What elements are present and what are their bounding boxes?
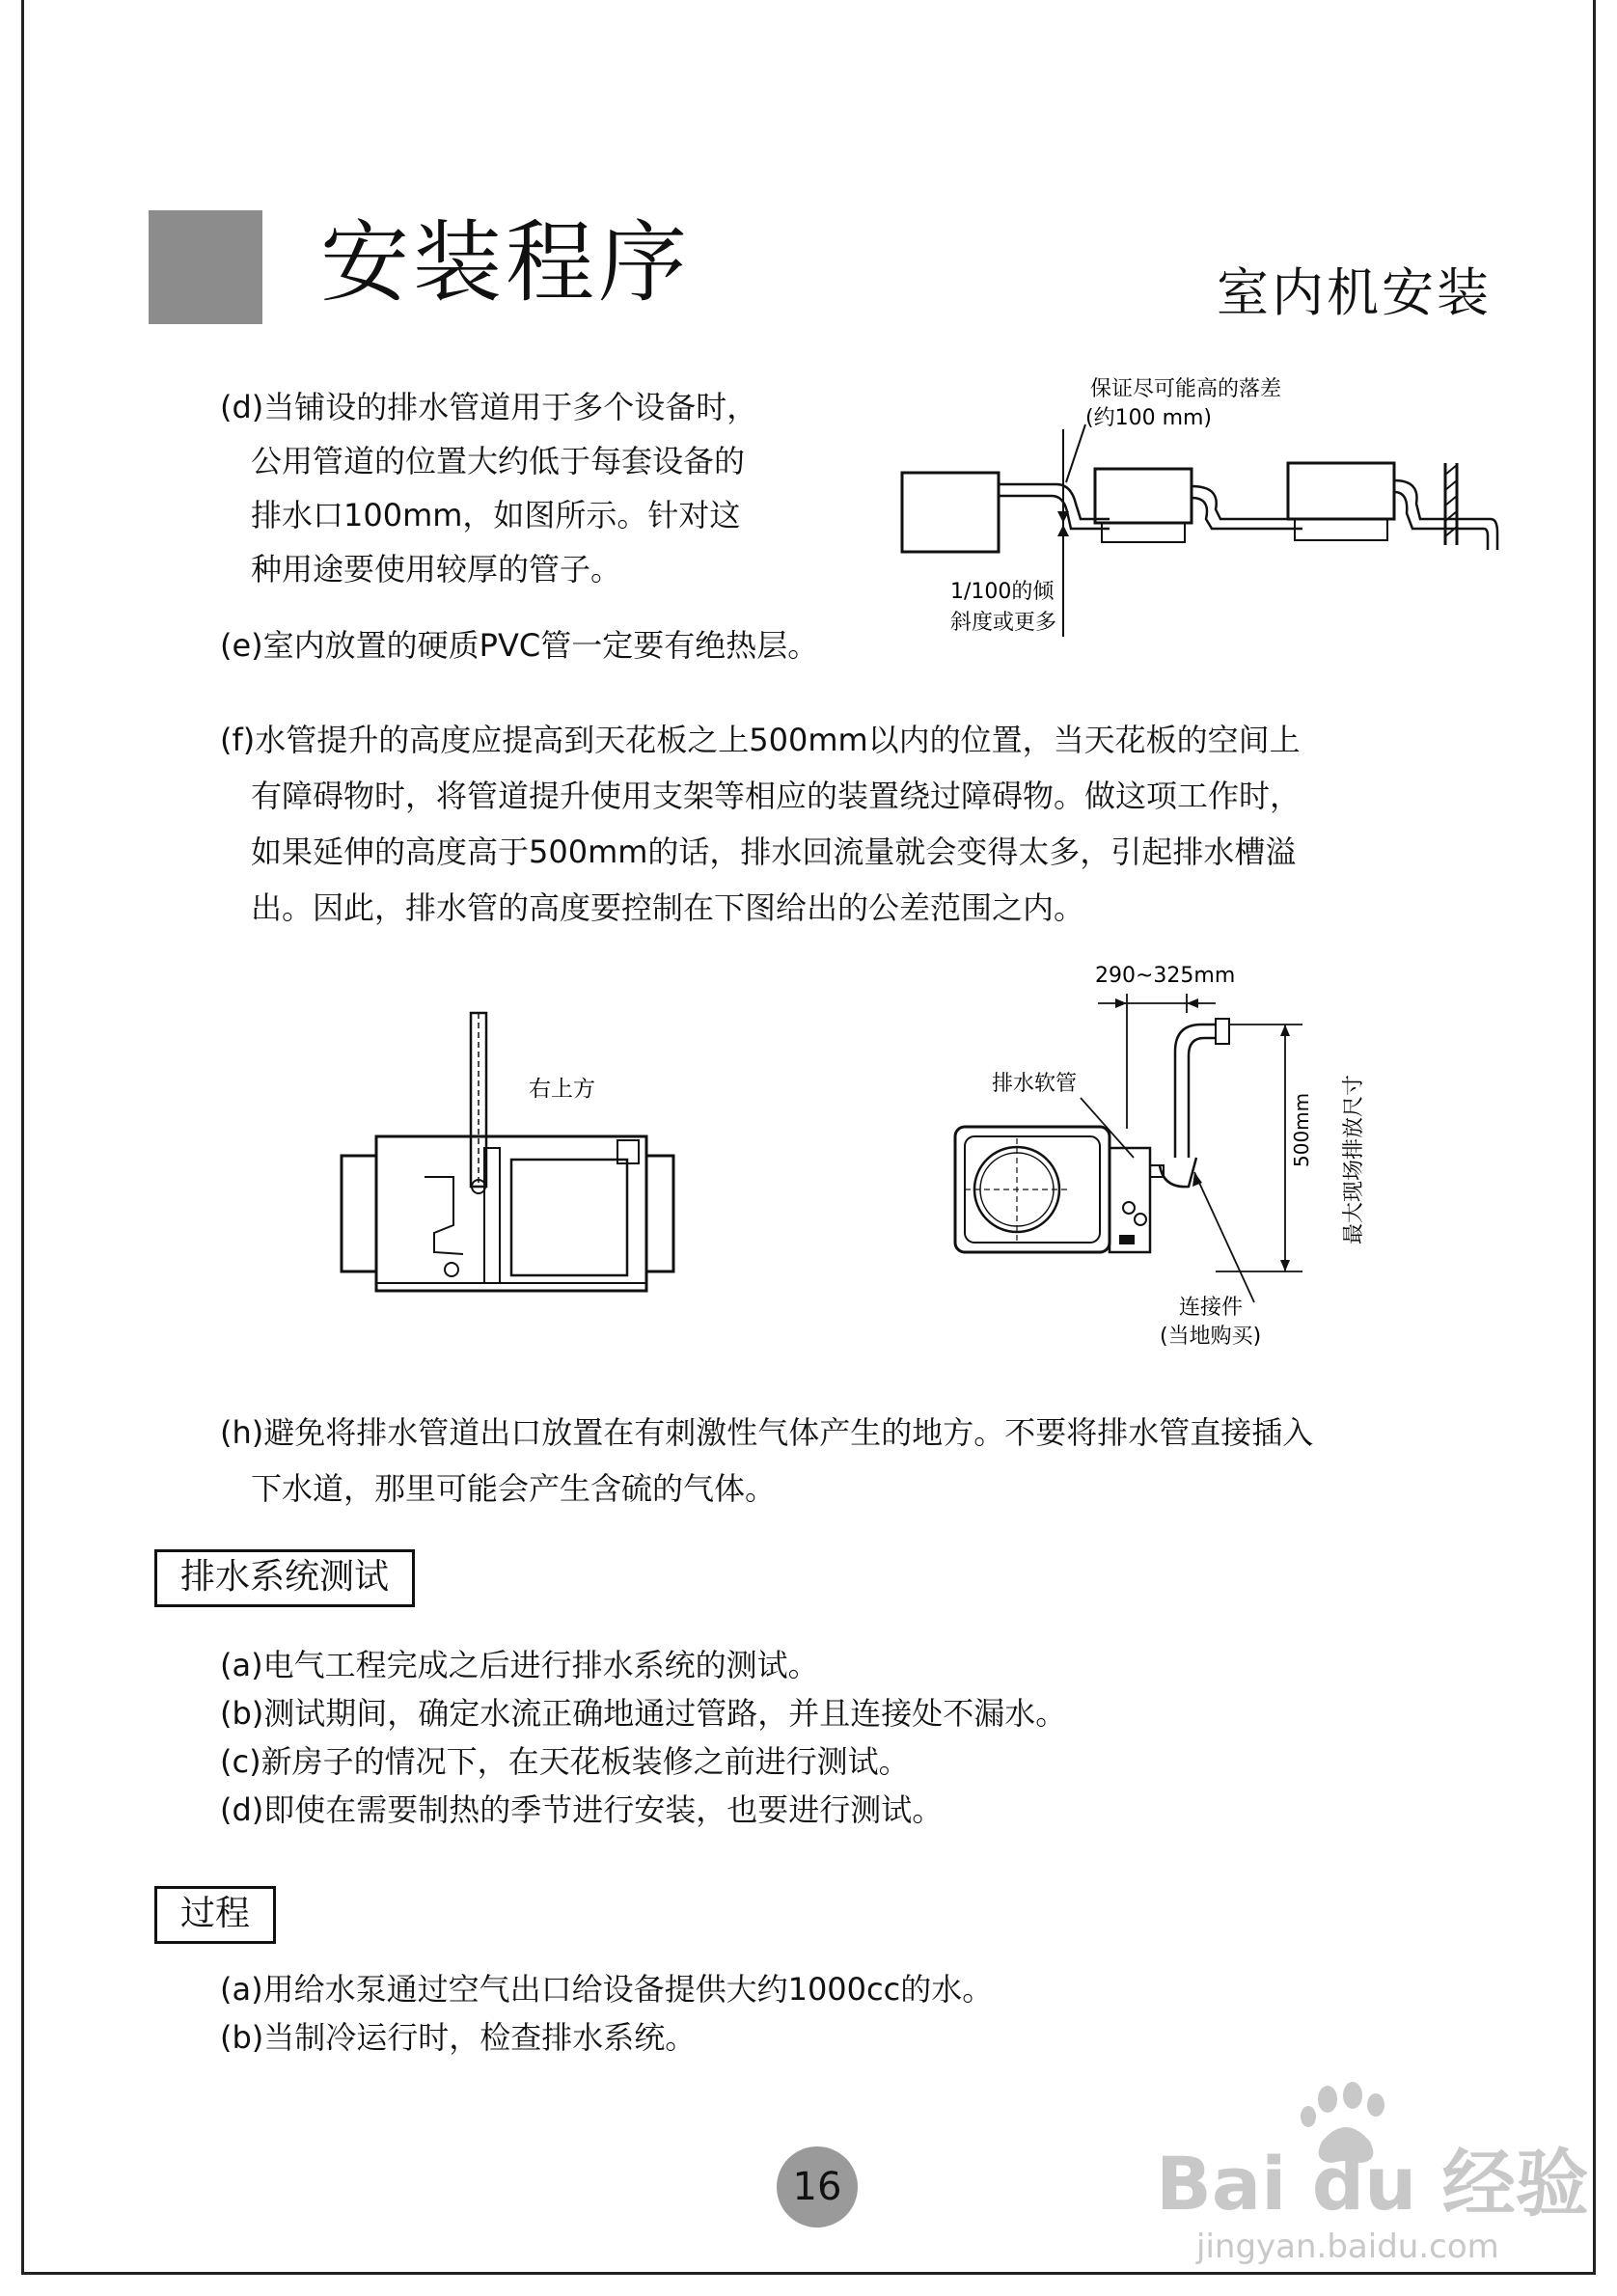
process-item: (b)当制冷运行时，检查排水系统。 (220, 2019, 697, 2056)
item-h-line: 下水道，那里可能会产生含硫的气体。 (251, 1470, 777, 1507)
item-f-line: (f)水管提升的高度应提高到天花板之上500mm以内的位置，当天花板的空间上 (220, 722, 1301, 758)
watermark-brand: Bai du 经验 (1156, 2141, 1589, 2227)
figure3-height-label: 500mm (1290, 1092, 1313, 1167)
figure1-unit-right-panel (1295, 519, 1387, 540)
figure1-pipe (1192, 498, 1302, 529)
page-number: 16 (777, 2146, 858, 2228)
figure2-label: 右上方 (529, 1077, 595, 1102)
item-e-line: (e)室内放置的硬质PVC管一定要有绝热层。 (220, 627, 819, 664)
figure1-label-top-1: 保证尽可能高的落差 (1090, 377, 1282, 401)
figure2-left-flange (342, 1156, 376, 1271)
item-d-paragraph (220, 380, 757, 596)
item-f-line: 有障碍物时，将管道提升使用支架等相应的装置绕过障碍物。做这项工作时， (251, 778, 1302, 814)
figure1-leader-line (1066, 424, 1085, 482)
figure2-inner-box (511, 1160, 627, 1275)
figure3-elbow (1160, 1158, 1196, 1187)
figure1-label-bottom-1: 1/100的倾 (950, 580, 1055, 604)
figure2-pump-outline (425, 1177, 463, 1254)
figure3-fitting (1123, 1202, 1135, 1214)
figure1-wall-hatch (1445, 465, 1457, 536)
figure3-hose-end (1216, 1019, 1229, 1044)
figure3-dim-arrow (1187, 998, 1198, 1008)
figure3-max-label: 最大现场排放尺寸 (1342, 1074, 1366, 1244)
figure1-unit-left (902, 473, 999, 552)
figure1-unit-middle (1095, 469, 1192, 523)
item-h-paragraph (220, 1405, 1313, 1517)
figure1-unit-middle-panel (1102, 523, 1185, 542)
figure3-connector-label-2: (当地购买) (1160, 1325, 1262, 1349)
item-e-paragraph (220, 621, 818, 670)
item-d-line: 公用管道的位置大约低于每套设备的 (251, 443, 746, 479)
figure3-dim-label: 290~325mm (1095, 964, 1236, 988)
figure3-hose-label: 排水软管 (992, 1072, 1078, 1096)
baidu-watermark (1138, 2074, 1589, 2267)
figure1-label-bottom-2: 斜度或更多 (950, 611, 1057, 635)
figure3-dim-arrow (1280, 1025, 1290, 1036)
process-item: (a)用给水泵通过空气出口给设备提供大约1000cc的水。 (220, 1971, 994, 2008)
item-f-paragraph (220, 712, 1301, 936)
page-subtitle: 室内机安装 (1217, 262, 1492, 323)
drain-test-item: (a)电气工程完成之后进行排水系统的测试。 (220, 1647, 819, 1683)
figure3-dim-arrow (1280, 1260, 1290, 1271)
header-gray-block (149, 210, 262, 324)
figure3-hose (1175, 1025, 1216, 1158)
figure1-pipe (999, 484, 1110, 519)
figure1-arrow (1057, 525, 1069, 536)
figure-common-drain-pipe (888, 367, 1515, 656)
watermark-url: jingyan.baidu.com (1196, 2228, 1499, 2266)
figure3-connector-label-1: 连接件 (1179, 1296, 1244, 1320)
item-d-line: (d)当铺设的排水管道用于多个设备时， (220, 389, 758, 425)
item-f-line: 出。因此，排水管的高度要控制在下图给出的公差范围之内。 (251, 889, 1085, 926)
figure3-fitting-block (1119, 1235, 1135, 1244)
figure3-leader-line (1194, 1172, 1254, 1302)
section-heading-process: 过程 (154, 1886, 276, 1944)
item-d-line: 种用途要使用较厚的管子。 (251, 551, 622, 588)
item-d-line: 排水口100mm，如图所示。针对这 (251, 497, 741, 533)
figure1-pipe (1394, 492, 1488, 550)
figure1-pipe (999, 496, 1110, 529)
figure3-hose (1189, 1038, 1216, 1158)
figure1-unit-right (1288, 463, 1394, 519)
page-title: 安装程序 (320, 211, 692, 314)
figure1-label-top-2: (约100 mm) (1085, 406, 1213, 430)
item-h-line: (h)避免将排水管道出口放置在有刺激性气体产生的地方。不要将排水管直接插入 (220, 1414, 1314, 1451)
item-f-line: 如果延伸的高度高于500mm的话，排水回流量就会变得太多，引起排水槽溢 (251, 834, 1297, 870)
figure-drain-height (936, 955, 1389, 1360)
drain-test-item: (d)即使在需要制热的季节进行安装，也要进行测试。 (220, 1791, 944, 1828)
drain-test-item: (c)新房子的情况下，在天花板装修之前进行测试。 (220, 1743, 910, 1780)
figure2-fitting (445, 1263, 458, 1276)
figure3-fitting (1135, 1214, 1146, 1225)
figure-unit-side-view (328, 994, 695, 1293)
section-heading-drain-test: 排水系统测试 (154, 1549, 415, 1607)
figure2-right-flange (646, 1156, 673, 1271)
drain-test-item: (b)测试期间，确定水流正确地通过管路，并且连接处不漏水。 (220, 1695, 1067, 1732)
figure3-dim-arrow (1115, 998, 1127, 1008)
